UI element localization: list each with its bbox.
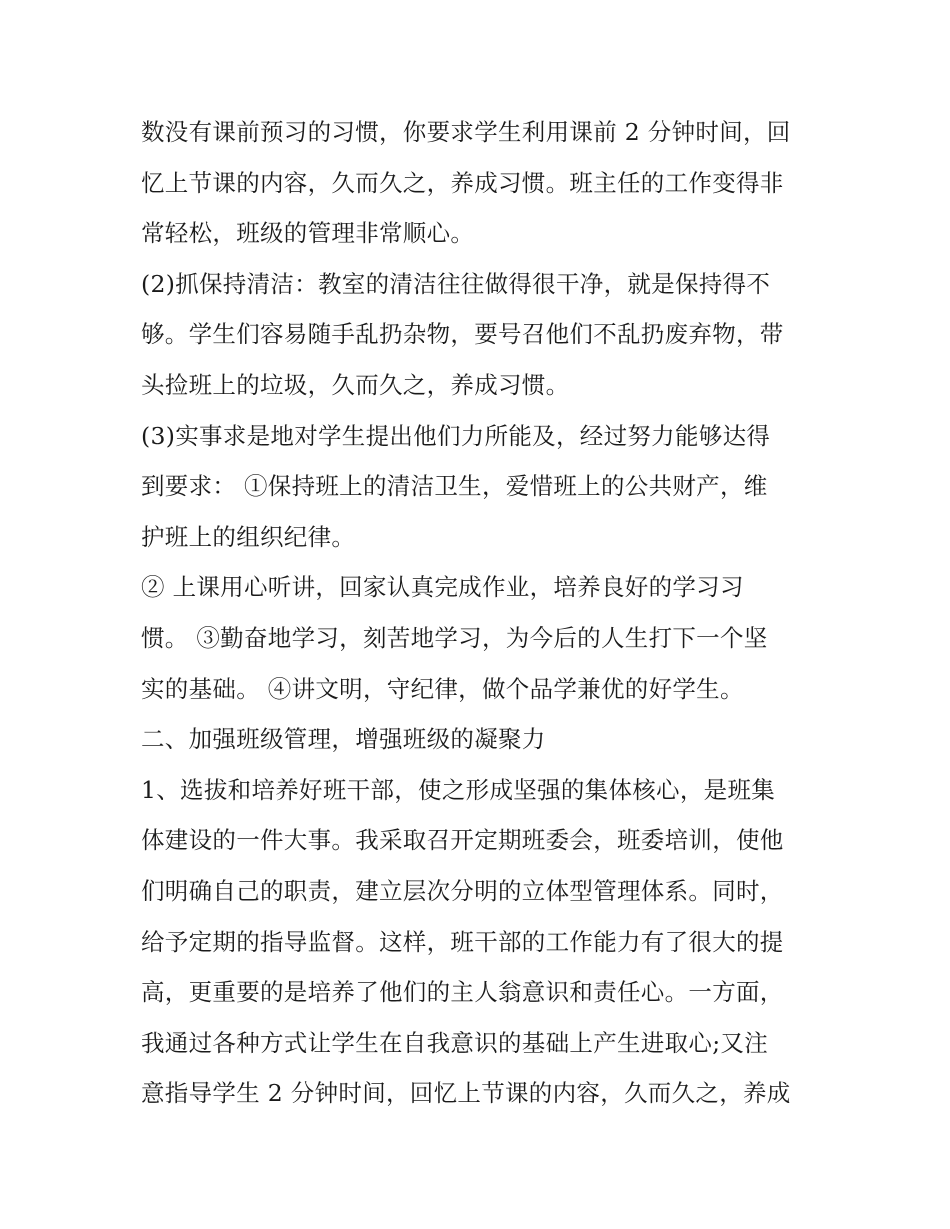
text-line: 实的基础。 ④讲文明，守纪律，做个品学兼优的好学生。 (141, 674, 744, 703)
text-line: 头捡班上的垃圾，久而久之，养成习惯。 (141, 370, 570, 399)
text-line: 我通过各种方式让学生在自我意识的基础上产生进取心;又注 (141, 1028, 769, 1057)
text-line: 常轻松，班级的管理非常顺心。 (141, 219, 475, 248)
section-heading: 二、加强班级管理，增强班级的凝聚力 (141, 725, 546, 754)
text-line: 意指导学生 2 分钟时间，回忆上节课的内容，久而久之，养成 (141, 1079, 791, 1108)
text-line: 护班上的组织纪律。 (141, 522, 356, 551)
text-line: (2)抓保持清洁：教室的清洁往往做得很干净，就是保持得不 (141, 269, 771, 298)
text-line: 到要求： ①保持班上的清洁卫生，爱惜班上的公共财产，维 (141, 472, 768, 501)
text-line: 1、选拔和培养好班干部，使之形成坚强的集体核心，是班集 (141, 775, 776, 804)
text-line: (3)实事求是地对学生提出他们力所能及，经过努力能够达得 (141, 421, 771, 450)
body-text (141, 107, 821, 1119)
text-line: 给予定期的指导监督。这样，班干部的工作能力有了很大的提 (141, 927, 784, 956)
text-line: 体建设的一件大事。我采取召开定期班委会，班委培训，使他 (141, 826, 784, 855)
text-line: 高，更重要的是培养了他们的主人翁意识和责任心。一方面， (141, 978, 784, 1007)
text-line: ② 上课用心听讲，回家认真完成作业，培养良好的学习习 (141, 573, 744, 602)
text-line: 数没有课前预习的习惯，你要求学生利用课前 2 分钟时间，回 (141, 118, 791, 146)
text-line: 惯。 ③勤奋地学习，刻苦地学习，为今后的人生打下一个坚 (141, 623, 768, 652)
text-line: 们明确自己的职责，建立层次分明的立体型管理体系。同时， (141, 876, 784, 905)
text-line: 够。学生们容易随手乱扔杂物，要号召他们不乱扔废弃物，带 (141, 320, 784, 349)
text-line: 忆上节课的内容，久而久之，养成习惯。班主任的工作变得非 (141, 168, 784, 197)
